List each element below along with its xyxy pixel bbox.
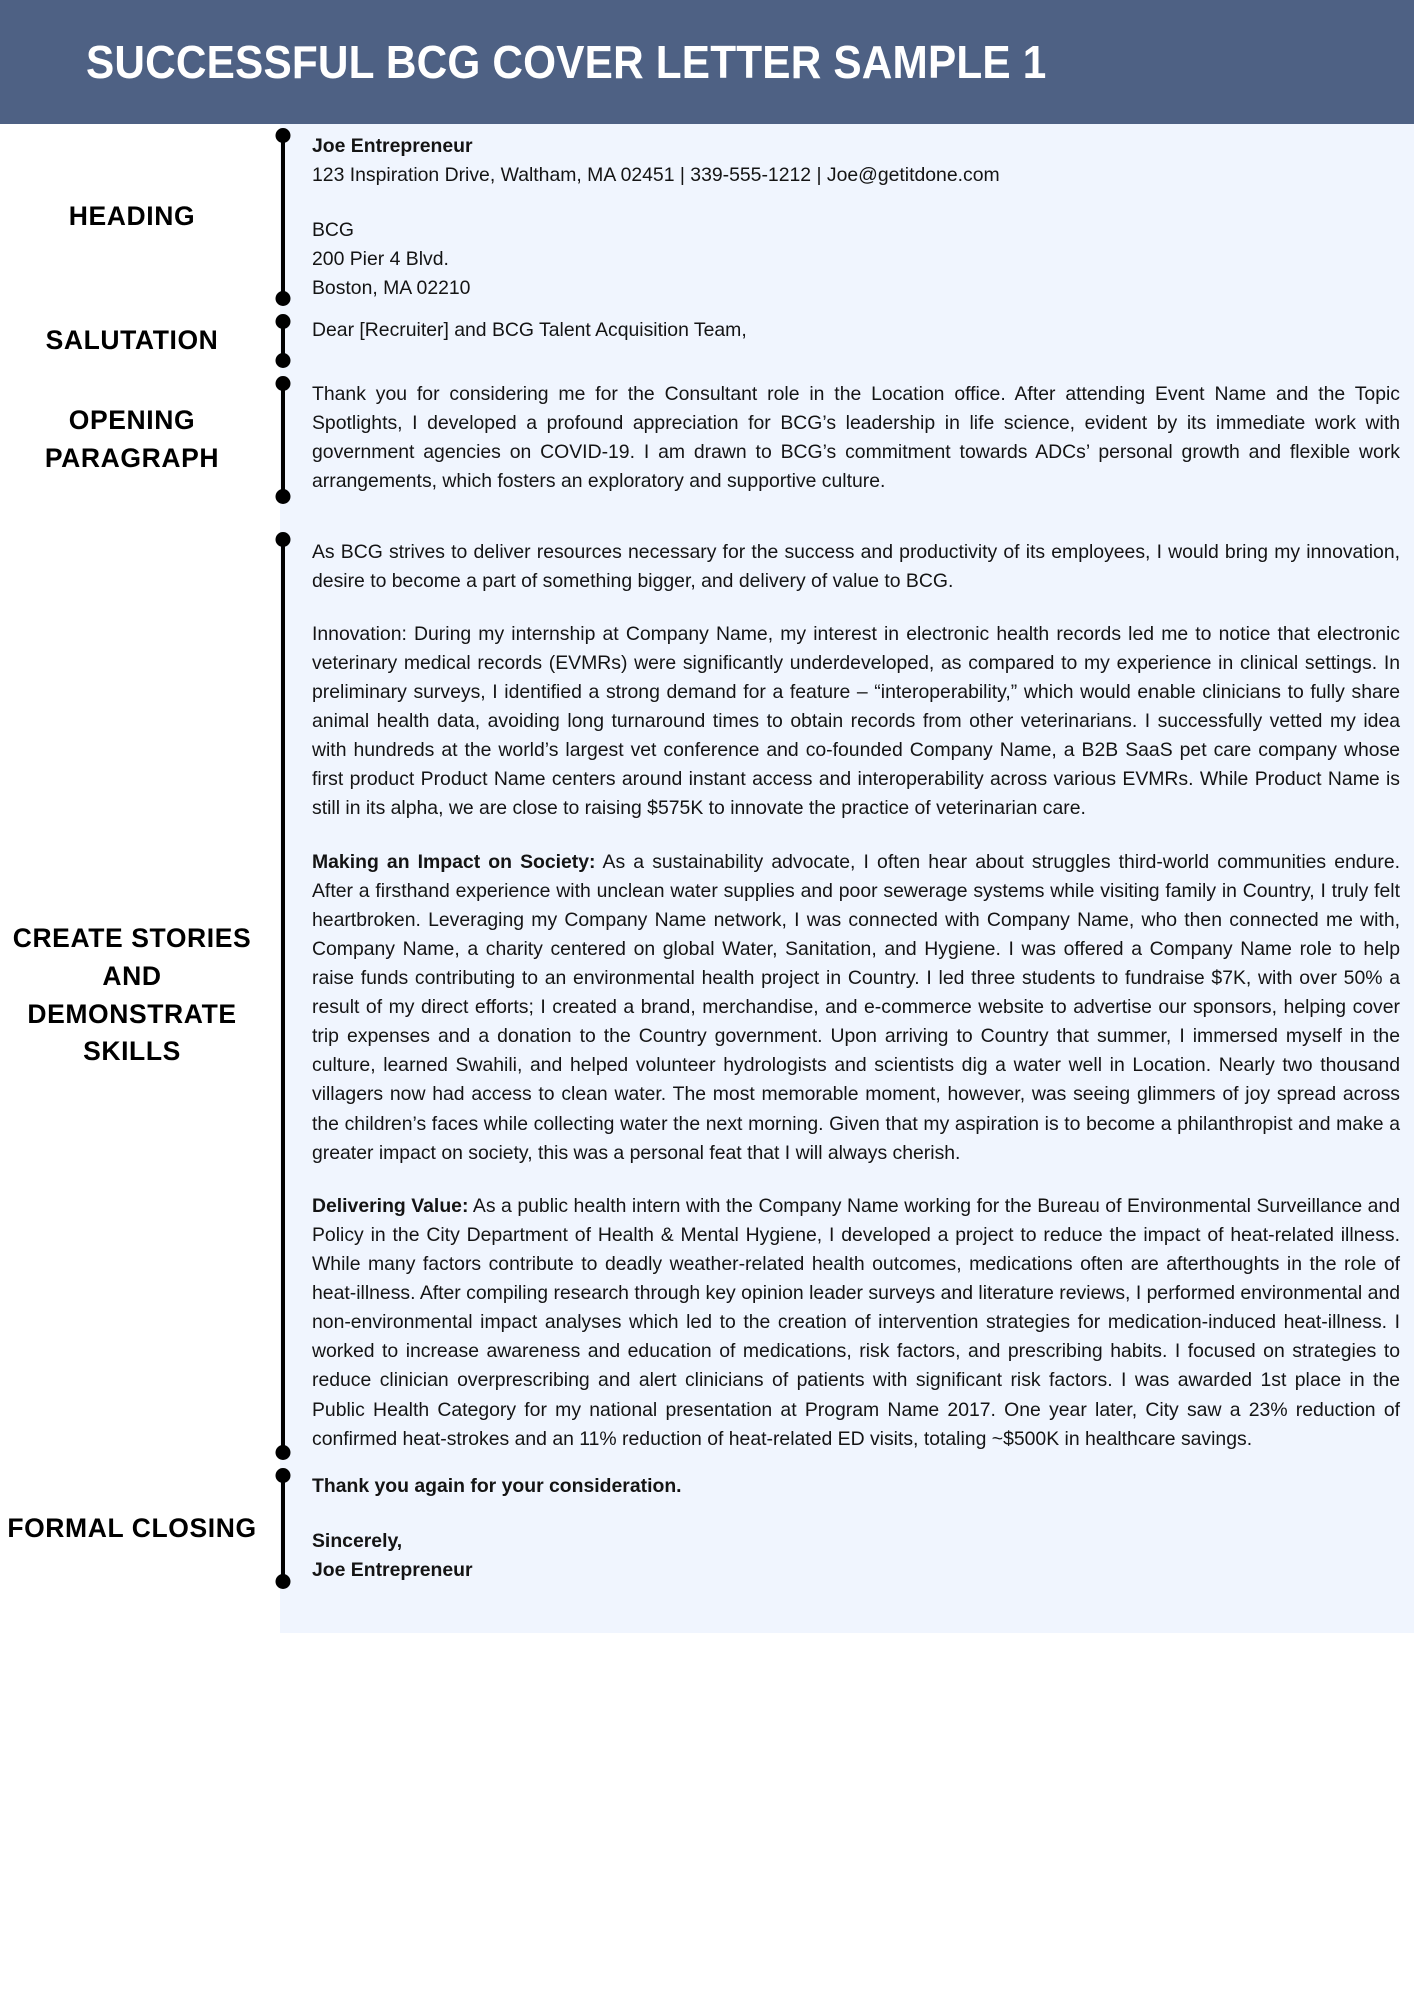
section-label-opening: OPENING PARAGRAPH — [44, 404, 220, 473]
section-closing — [0, 1464, 1414, 1593]
closing-signoff: Sincerely, — [312, 1529, 403, 1552]
section-label-heading: HEADING — [68, 200, 196, 231]
body-content — [296, 528, 1414, 1464]
annotated-sections — [0, 124, 1414, 1633]
bracket-line-icon — [281, 538, 285, 1454]
section-label-salutation-wrap — [0, 310, 270, 372]
recipient-company: BCG — [312, 219, 355, 242]
body-paragraph-4-text: As a public health intern with the Company Name working for the Bureau of Environmental Surveillance and Policy in the City Department of Health & Mental Hygiene, I developed a project to reduce the impact of heat-related illness. While many factors contribute to deadly weather-related health outcomes, medications often are afterthoughts in the role of heat-illness. After compiling research through key opinion leader surveys and literature reviews, I performed environmental and non-environmental impact analyses which led to the creation of intervention strategies for medication-induced heat-illness. I worked to increase awareness and education of medications, risk factors, and prescribing habits. I focused on strategies to reduce clinician overprescribing and alert clinicians of patients with significant risk factors. I was awarded 1st place in the Public Health Category for my national presentation at Program Name 2017. One year later, City saw a 23% reduction of confirmed heat-strokes and an 11% reduction of heat-related ED visits, totaling ~$500K in healthcare savings. — [312, 1194, 1401, 1450]
section-salutation — [0, 310, 1414, 372]
bracket-line-icon — [281, 320, 285, 362]
bracket-body — [270, 528, 296, 1464]
page-bottom-padding — [0, 1593, 1414, 1633]
body-paragraph-4 — [312, 1192, 1400, 1454]
opening-paragraph: Thank you for considering me for the Consultant role in the Location office. After attending Event Name and the Topic Spotlights, I developed a profound appreciation for BCG’s leadership in life science, evident by its immediate work with government agencies on COVID-19. I am drawn to BCG’s commitment towards ADCs’ personal growth and flexible work arrangements, which fosters an exploratory and supportive culture. — [312, 382, 1400, 492]
body-paragraph-3 — [312, 848, 1400, 1168]
bracket-closing — [270, 1464, 296, 1593]
heading-spacer — [312, 190, 1400, 216]
heading-content — [296, 124, 1414, 310]
section-heading — [0, 124, 1414, 310]
closing-content — [296, 1464, 1414, 1593]
section-body — [0, 528, 1414, 1464]
closing-signature-name: Joe Entrepreneur — [312, 1558, 473, 1581]
closing-spacer — [312, 1501, 1400, 1527]
page-banner — [0, 0, 1414, 124]
body-paragraph-1: As BCG strives to deliver resources necessary for the success and productivity of its employees, I would bring my innovation, desire to become a part of something bigger, and delivery of value to BCG. — [312, 540, 1400, 592]
body-paragraph-3-text: As a sustainability advocate, I often hear about struggles third-world communities endure. After a firsthand experience with unclean water supplies and poor sewerage systems while visiting family in Country, I truly felt heartbroken. Leveraging my Company Name network, I was connected with Company Name, who then connected me with, Company Name, a charity centered on global Water, Sanitation, and Hygiene. I was offered a Company Name role to help raise funds contributing to an environmental health project in Country. I led three students to fundraise $7K, with over 50% a result of my direct efforts; I created a brand, merchandise, and e-commerce website to advertise our sponsors, helping cover trip expenses and a donation to the Country government. Upon arriving to Country that summer, I immersed myself in the culture, learned Swahili, and helped volunteer hydrologists and scientists dig a water well in Location. Nearly two thousand villagers now had access to clean water. The most memorable moment, however, was seeing glimmers of joy spread across the children’s faces while collecting water the next morning. Given that my aspiration is to become a philanthropist and make a greater impact on society, this was a personal feat that I will always cherish. — [312, 850, 1400, 1164]
sender-name: Joe Entrepreneur — [312, 135, 473, 157]
closing-thanks: Thank you again for your consideration. — [312, 1474, 682, 1497]
salutation-text: Dear [Recruiter] and BCG Talent Acquisition Team, — [312, 318, 747, 341]
salutation-content — [296, 310, 1414, 372]
bracket-heading — [270, 124, 296, 310]
body-paragraph-3-lead: Making an Impact on Society: — [312, 850, 596, 873]
section-label-body: CREATE STORIES AND DEMONSTRATE SKILLS — [12, 923, 252, 1067]
bracket-salutation — [270, 310, 296, 372]
sender-contact-line: 123 Inspiration Drive, Waltham, MA 02451 | 339-555-1212 | Joe@getitdone.com — [312, 164, 1000, 187]
body-paragraph-2: Innovation: During my internship at Company Name, my interest in electronic health records led me to notice that electronic veterinary medical records (EVMRs) were significantly underdeveloped, as compared to my experience in clinical settings. In preliminary surveys, I identified a strong demand for a feature – “interoperability,” which would enable clinicians to fully share animal health data, avoiding long turnaround times to obtain records from other veterinarians. I successfully vetted my idea with hundreds at the world’s largest vet conference and co-founded Company Name, a B2B SaaS pet care company whose first product Product Name centers around instant access and interoperability across various EVMRs. While Product Name is still in its alpha, we are close to raising $575K to innovate the practice of veterinarian care. — [312, 622, 1400, 820]
recipient-city: Boston, MA 02210 — [312, 277, 471, 300]
page-title: SUCCESSFUL BCG COVER LETTER SAMPLE 1 — [86, 36, 1047, 88]
section-label-closing: FORMAL CLOSING — [7, 1512, 257, 1543]
bracket-opening — [270, 372, 296, 508]
section-label-closing-wrap — [0, 1464, 270, 1593]
bracket-line-icon — [281, 1474, 285, 1583]
section-label-opening-wrap — [0, 372, 270, 508]
section-label-body-wrap — [0, 528, 270, 1464]
body-paragraph-4-lead: Delivering Value: — [312, 1194, 469, 1217]
section-gap — [0, 508, 1414, 528]
section-opening — [0, 372, 1414, 508]
section-label-heading-wrap — [0, 124, 270, 310]
recipient-street: 200 Pier 4 Blvd. — [312, 248, 449, 271]
cover-letter-page — [0, 124, 1414, 1633]
bracket-line-icon — [281, 382, 285, 498]
opening-content — [296, 372, 1414, 508]
section-label-salutation: SALUTATION — [45, 324, 219, 355]
bracket-line-icon — [281, 134, 285, 300]
